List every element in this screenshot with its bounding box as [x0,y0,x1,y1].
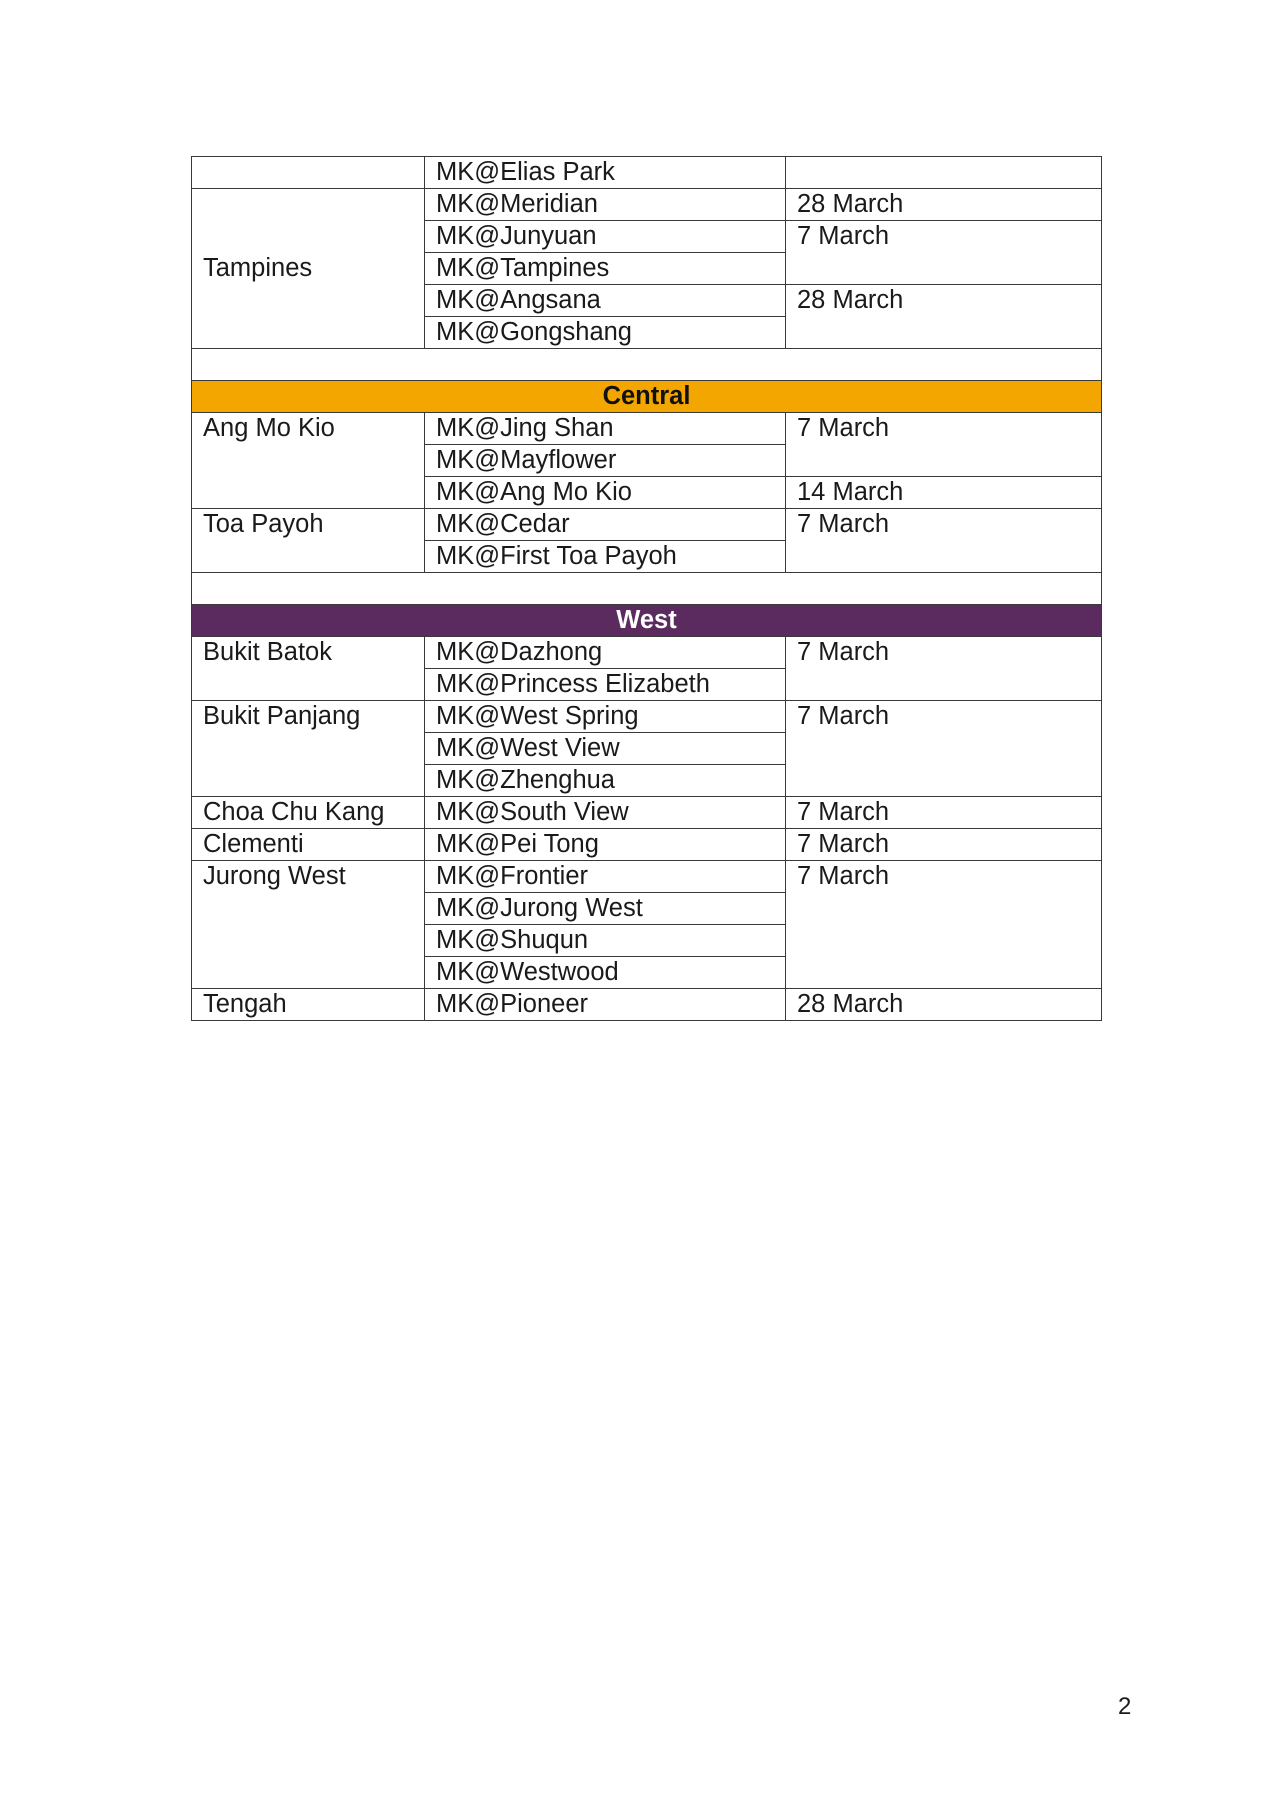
date-cell: 7 March [786,701,1102,797]
page-number: 2 [1118,1693,1132,1720]
town-cell [192,157,425,189]
centre-cell: MK@South View [425,797,786,829]
centre-cell: MK@Princess Elizabeth [425,669,786,701]
centre-cell: MK@First Toa Payoh [425,541,786,573]
date-cell: 28 March [786,189,1102,221]
table-row [192,989,1102,1021]
spacer-row [192,573,1102,605]
table-row [192,861,1102,893]
town-cell: Bukit Panjang [192,701,425,797]
date-cell: 14 March [786,477,1102,509]
spacer-cell [192,349,1102,381]
centre-cell: MK@Shuqun [425,925,786,957]
centre-cell: MK@Frontier [425,861,786,893]
date-cell: 7 March [786,797,1102,829]
centre-cell: MK@Jing Shan [425,413,786,445]
town-cell: Toa Payoh [192,509,425,573]
table-row [192,829,1102,861]
date-cell: 28 March [786,989,1102,1021]
centre-cell: MK@Cedar [425,509,786,541]
town-cell: Ang Mo Kio [192,413,425,509]
centre-cell: MK@Gongshang [425,317,786,349]
table-row [192,157,1102,189]
date-cell: 28 March [786,285,1102,349]
centre-cell: MK@Angsana [425,285,786,317]
centre-cell: MK@Westwood [425,957,786,989]
table-row [192,637,1102,669]
table-row [192,797,1102,829]
centre-cell: MK@Ang Mo Kio [425,477,786,509]
centre-cell: MK@West View [425,733,786,765]
region-title: Central [192,381,1102,413]
region-header-west [192,605,1102,637]
town-cell: Choa Chu Kang [192,797,425,829]
centre-cell: MK@Pioneer [425,989,786,1021]
schedule-table [191,156,1102,1021]
centre-cell: MK@West Spring [425,701,786,733]
centre-cell: MK@Tampines [425,253,786,285]
spacer-row [192,349,1102,381]
town-cell: Clementi [192,829,425,861]
centre-cell: MK@Pei Tong [425,829,786,861]
centre-cell: MK@Mayflower [425,445,786,477]
centre-cell: MK@Junyuan [425,221,786,253]
town-cell: Tengah [192,989,425,1021]
date-cell: 7 March [786,637,1102,701]
date-cell [786,157,1102,189]
spacer-cell [192,573,1102,605]
town-cell: Bukit Batok [192,637,425,701]
region-header-central [192,381,1102,413]
date-cell: 7 March [786,221,1102,285]
date-cell: 7 March [786,861,1102,989]
table-row [192,189,1102,221]
town-cell: Tampines [192,189,425,349]
town-cell: Jurong West [192,861,425,989]
table-row [192,701,1102,733]
date-cell: 7 March [786,509,1102,573]
region-title: West [192,605,1102,637]
date-cell: 7 March [786,829,1102,861]
centre-cell: MK@Jurong West [425,893,786,925]
centre-cell: MK@Dazhong [425,637,786,669]
centre-cell: MK@Zhenghua [425,765,786,797]
table-row [192,509,1102,541]
centre-cell: MK@Elias Park [425,157,786,189]
table-row [192,413,1102,445]
date-cell: 7 March [786,413,1102,477]
centre-cell: MK@Meridian [425,189,786,221]
